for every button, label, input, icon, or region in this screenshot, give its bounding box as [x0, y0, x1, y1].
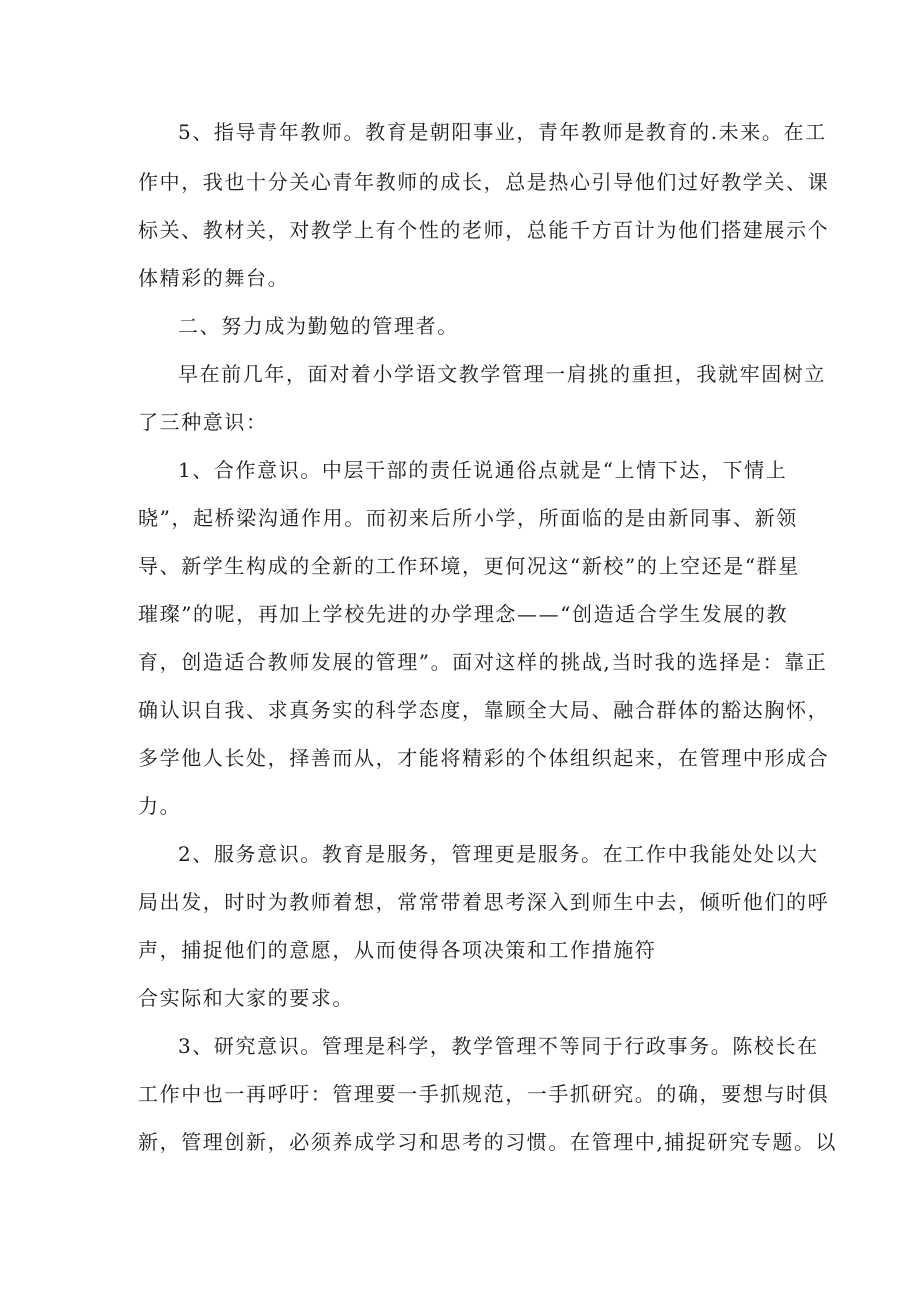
paragraph-line: 2、服务意识。教育是服务，管理更是服务。在工作中我能处处以大: [178, 842, 819, 866]
paragraph-line: 新，管理创新，必须养成学习和思考的习惯。在管理中,捕捉研究专题。以: [138, 1130, 838, 1154]
paragraph-line: 早在前几年，面对着小学语文教学管理一肩挑的重担，我就牢固树立: [178, 362, 826, 386]
paragraph-line: 晓”，起桥梁沟通作用。而初来后所小学，所面临的是由新同事、新领: [138, 506, 798, 530]
paragraph-line: 导、新学生构成的全新的工作环境，更何况这“新校”的上空还是“群星: [138, 554, 800, 578]
paragraph-line: 了三种意识：: [138, 410, 268, 434]
paragraph-line: 合实际和大家的要求。: [138, 986, 354, 1010]
paragraph-line: 标关、教材关，对教学上有个性的老师，总能千方百计为他们搭建展示个: [138, 218, 830, 242]
paragraph-line: 璀璨”的呢，再加上学校先进的办学理念——“创造适合学生发展的教: [138, 602, 789, 626]
paragraph-line: 1、合作意识。中层干部的责任说通俗点就是“上情下达，下情上: [178, 458, 788, 482]
paragraph-line: 育，创造适合教师发展的管理”。面对这样的挑战,当时我的选择是：靠正: [138, 650, 828, 674]
paragraph-line: 力。: [138, 794, 182, 818]
section-heading: 二、努力成为勤勉的管理者。: [178, 314, 459, 338]
paragraph-line: 体精彩的舞台。: [138, 266, 290, 290]
paragraph-line: 5、指导青年教师。教育是朝阳事业，青年教师是教育的.未来。在工: [178, 120, 827, 144]
paragraph-line: 局出发，时时为教师着想，常常带着思考深入到师生中去，倾听他们的呼: [138, 890, 830, 914]
paragraph-line: 确认识自我、求真务实的科学态度，靠顾全大局、融合群体的豁达胸怀，: [138, 698, 830, 722]
paragraph-line: 工作中也一再呼吁：管理要一手抓规范，一手抓研究。的确，要想与时俱: [138, 1082, 830, 1106]
paragraph-line: 3、研究意识。管理是科学，教学管理不等同于行政事务。陈校长在: [178, 1034, 819, 1058]
paragraph-line: 多学他人长处，择善而从，才能将精彩的个体组织起来，在管理中形成合: [138, 746, 830, 770]
paragraph-line: 声，捕捉他们的意愿，从而使得各项决策和工作措施符: [138, 938, 657, 962]
paragraph-line: 作中，我也十分关心青年教师的成长，总是热心引导他们过好教学关、课: [138, 170, 830, 194]
